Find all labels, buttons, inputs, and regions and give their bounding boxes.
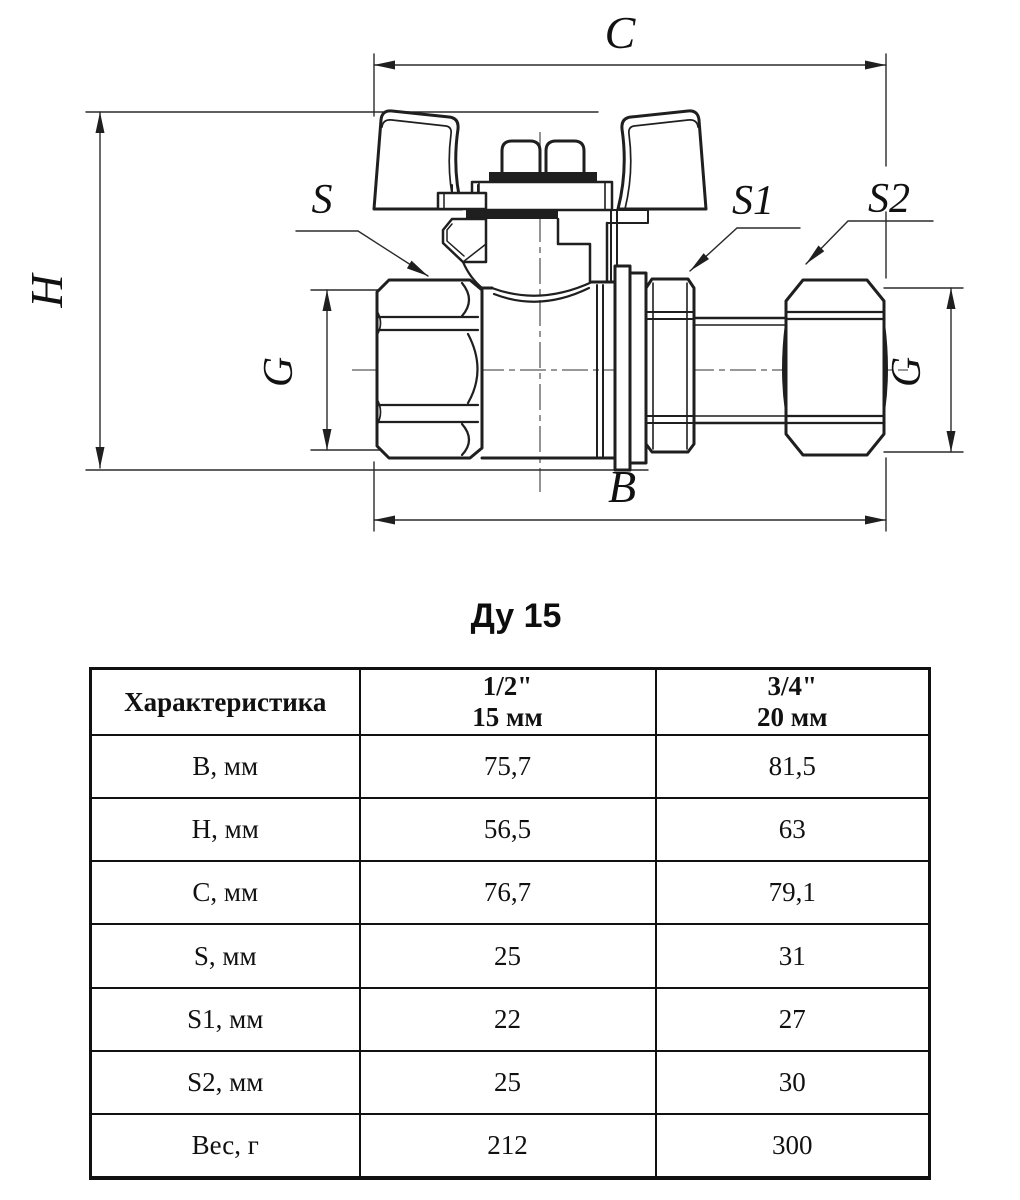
table-header-row bbox=[91, 669, 930, 736]
leader-S bbox=[296, 231, 428, 276]
table-row bbox=[91, 924, 930, 987]
table-row bbox=[91, 1051, 930, 1114]
hub-lower-bar bbox=[466, 209, 558, 219]
row-value-1: 75,7 bbox=[360, 735, 656, 798]
label-S: S bbox=[311, 177, 333, 223]
header-characteristic: Характеристика bbox=[91, 669, 360, 736]
label-G-left: G bbox=[256, 356, 302, 388]
spec-table-container bbox=[89, 667, 928, 1180]
row-name: C, мм bbox=[91, 861, 360, 924]
header-size-half-inch bbox=[360, 669, 656, 736]
table-row bbox=[91, 1114, 930, 1178]
valve-body bbox=[374, 111, 887, 470]
row-value-2: 81,5 bbox=[656, 735, 930, 798]
leader-S1 bbox=[690, 228, 800, 271]
row-value-2: 27 bbox=[656, 988, 930, 1051]
label-B: B bbox=[607, 461, 637, 512]
spec-table bbox=[89, 667, 931, 1180]
gland-tab bbox=[438, 193, 486, 209]
s2-union-nut bbox=[786, 280, 884, 455]
stem-nut-base-bar bbox=[489, 172, 597, 182]
table-row bbox=[91, 861, 930, 924]
row-name: H, мм bbox=[91, 798, 360, 861]
row-value-2: 31 bbox=[656, 924, 930, 987]
header-size-line1: 1/2" bbox=[482, 671, 533, 702]
table-row bbox=[91, 798, 930, 861]
flange-ring-2 bbox=[630, 273, 646, 463]
bonnet-step-line bbox=[558, 210, 648, 223]
handle-hub bbox=[472, 182, 612, 210]
flange-ring-1 bbox=[615, 266, 630, 470]
label-G-right: G bbox=[884, 356, 930, 388]
header-size-line2: 20 мм bbox=[756, 702, 828, 733]
row-value-2: 30 bbox=[656, 1051, 930, 1114]
table-row bbox=[91, 735, 930, 798]
drawing-title: Ду 15 bbox=[470, 597, 562, 635]
stem-nut-left-lobe bbox=[502, 141, 540, 176]
row-value-1: 76,7 bbox=[360, 861, 656, 924]
row-value-2: 300 bbox=[656, 1114, 930, 1178]
label-S2: S2 bbox=[868, 176, 910, 222]
row-value-1: 56,5 bbox=[360, 798, 656, 861]
row-name: Вес, г bbox=[91, 1114, 360, 1178]
bonnet-outline bbox=[558, 219, 607, 282]
row-name: B, мм bbox=[91, 735, 360, 798]
body-collar-lines bbox=[597, 285, 603, 458]
row-value-1: 22 bbox=[360, 988, 656, 1051]
row-value-1: 25 bbox=[360, 1051, 656, 1114]
table-row bbox=[91, 988, 930, 1051]
row-name: S1, мм bbox=[91, 988, 360, 1051]
row-value-1: 212 bbox=[360, 1114, 656, 1178]
leader-S2 bbox=[806, 221, 933, 264]
row-value-2: 79,1 bbox=[656, 861, 930, 924]
stem-nut-right-lobe bbox=[546, 141, 584, 176]
body-neck-arcs bbox=[492, 282, 592, 302]
header-size-line2: 15 мм bbox=[472, 702, 543, 733]
label-S1: S1 bbox=[732, 178, 774, 224]
row-value-2: 63 bbox=[656, 798, 930, 861]
label-C: C bbox=[604, 7, 636, 58]
label-H: H bbox=[21, 274, 72, 308]
header-size-three-quarter-inch bbox=[656, 669, 930, 736]
header-size-line1: 3/4" bbox=[767, 671, 817, 702]
row-name: S2, мм bbox=[91, 1051, 360, 1114]
body-top-edges bbox=[482, 282, 615, 288]
row-name: S, мм bbox=[91, 924, 360, 987]
row-value-1: 25 bbox=[360, 924, 656, 987]
